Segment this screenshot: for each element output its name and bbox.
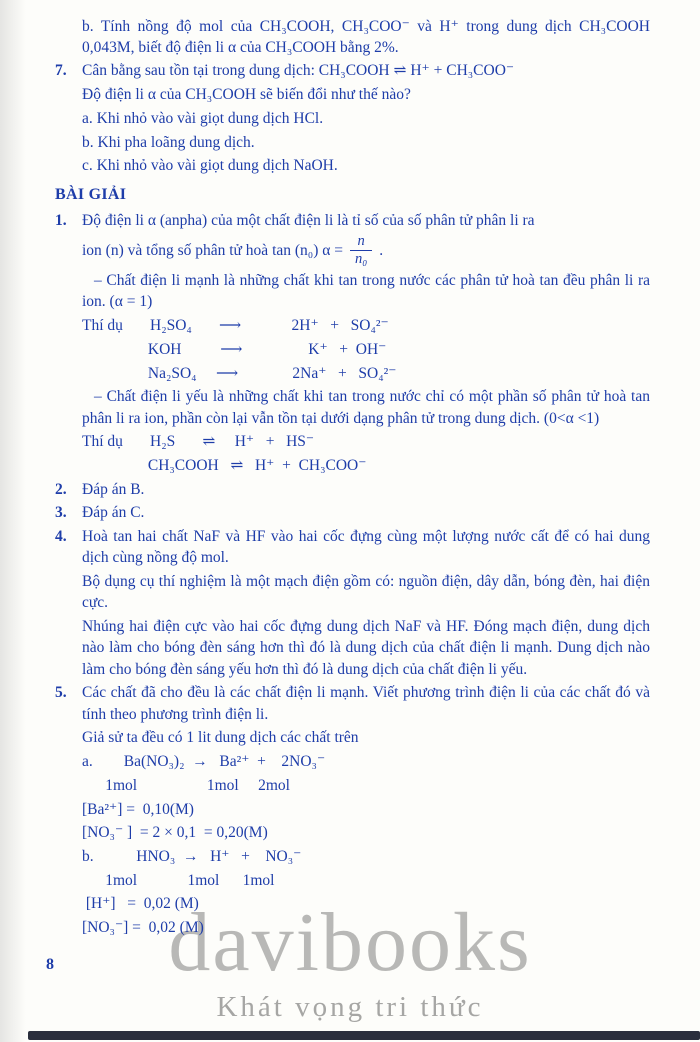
equation-line: [NO₃⁻ ] = 2 × 0,1 = 0,20(M) (82, 824, 268, 842)
equation-line: Thí dụ H₂S ⇌ H⁺ + HS⁻ (82, 433, 315, 451)
equation-line: [NO₃⁻] = 0,02 (M) (82, 919, 204, 937)
paragraph: a. Khi nhỏ vào vài giọt dung dịch HCl. (82, 109, 324, 127)
fraction (348, 233, 374, 267)
fraction-numerator: n (350, 233, 371, 251)
item-text: Độ điện li α (anpha) của một chất điện li là tỉ số của số phân tử phân li ra (82, 211, 535, 229)
paragraph: Độ điện li α của CH₃COOH sẽ biến đổi như thế nào? (82, 86, 411, 104)
numbered-item (0, 60, 650, 81)
item-text: Các chất đã cho đều là các chất điện li mạnh. Viết phương trình điện li của các chất đó và tính theo phương trình điện li. (82, 684, 650, 723)
numbered-item (0, 210, 650, 231)
watermark-slogan: Khát vọng tri thức (216, 991, 484, 1023)
item-number: 2. (55, 480, 67, 498)
paragraph: Bộ dụng cụ thí nghiệm là một mạch điện gồm có: nguồn điện, dây dẫn, bóng đèn, hai điện cực. (82, 573, 650, 612)
numbered-item (0, 682, 650, 724)
section-heading: BÀI GIẢI (55, 185, 127, 203)
numbered-item (0, 526, 650, 568)
paragraph: b. Khi pha loãng dung dịch. (82, 133, 255, 151)
equation-line: KOH ⟶ K⁺ + OH⁻ (82, 340, 387, 358)
paragraph: c. Khi nhỏ vào vài giọt dung dịch NaOH. (82, 157, 338, 175)
fraction-line (82, 233, 650, 267)
paragraph: Giả sử ta đều có 1 lit dung dịch các chất trên (82, 729, 359, 747)
numbered-item (0, 479, 650, 500)
equation-line: [H⁺] = 0,02 (M) (82, 895, 199, 913)
equation-line: CH₃COOH ⇌ H⁺ + CH₃COO⁻ (82, 457, 367, 474)
item-number: 3. (55, 504, 67, 522)
equation-line: b. HNO₃ → H⁺ + NO₃⁻ (82, 847, 302, 865)
item-text: Đáp án C. (82, 504, 145, 522)
paragraph: Nhúng hai điện cực vào hai cốc đựng dung dịch NaF và HF. Đóng mạch điện, dung dịch nào làm cho bóng đèn sáng hơn thì đó là dung dịch của chất điện li mạnh. Dung dịch nào làm cho bóng đèn sáng yếu hơn thì đó là dung dịch của chất điện li yếu. (82, 618, 650, 678)
equation-line: Na₂SO₄ ⟶ 2Na⁺ + SO₄²⁻ (82, 364, 397, 382)
fraction-denominator: n₀ (354, 250, 368, 267)
item-number: 1. (55, 211, 67, 229)
equation-line: [Ba²⁺] = 0,10(M) (82, 800, 194, 818)
equation-line: 1mol 1mol 2mol (82, 776, 290, 794)
fraction-pre-text: ion (n) và tổng số phân tử hoà tan (n₀) α = (82, 241, 343, 259)
item-text: Hoà tan hai chất NaF và HF vào hai cốc đựng cùng một lượng nước cất để có hai dung dịch cùng nồng độ mol. (82, 528, 650, 567)
fraction-post-text: . (379, 241, 384, 259)
equation-line: a. Ba(NO₃)₂ → Ba²⁺ + 2NO₃⁻ (82, 753, 326, 771)
page-number: 8 (46, 956, 54, 973)
item-text: Cân bằng sau tồn tại trong dung dịch: CH₃COOH ⇌ H⁺ + CH₃COO⁻ (82, 62, 515, 80)
numbered-item (0, 502, 650, 523)
equation-line: 1mol 1mol 1mol (82, 871, 275, 889)
item-number: 7. (55, 62, 67, 80)
item-number: 5. (55, 684, 67, 702)
paragraph: b. Tính nồng độ mol của CH₃COOH, CH₃COO⁻ và H⁺ trong dung dịch CH₃COOH 0,043M, biết độ điện li α của CH₃COOH bằng 2%. (82, 17, 650, 56)
item-number: 4. (55, 528, 67, 546)
content (0, 13, 700, 941)
watermark: davibooks (168, 896, 532, 989)
dash-paragraph: – Chất điện li mạnh là những chất khi tan trong nước các phân tử hoà tan đều phân li ra ion. (α = 1) (82, 272, 650, 311)
dash-paragraph: – Chất điện li yếu là những chất khi tan trong nước chỉ có một phần số phân tử hoà tan phân li ra ion, phần còn lại vẫn tồn tại dưới dạng phân tử trong dung dịch. (0<α <1) (82, 388, 650, 427)
equation-line: Thí dụ H₂SO₄ ⟶ 2H⁺ + SO₄²⁻ (82, 317, 389, 335)
scan-bottom-bar (28, 1031, 700, 1040)
item-text: Đáp án B. (82, 480, 145, 498)
